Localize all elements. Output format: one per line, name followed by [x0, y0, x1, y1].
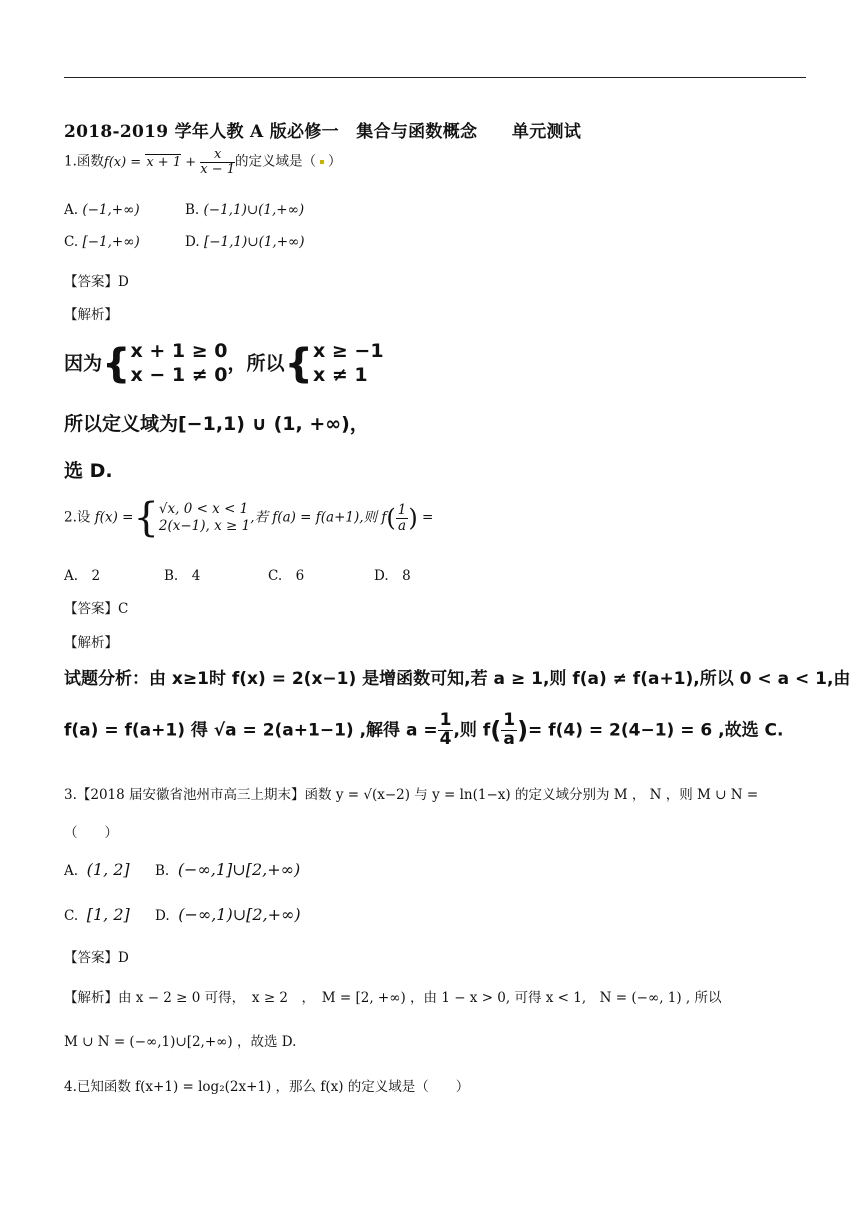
q2-option-b: B. 4 [164, 568, 201, 584]
q2-option-a: A. 2 [64, 568, 101, 584]
q1-option-b: B. (−1,1)∪(1,+∞) [185, 202, 305, 218]
q3-option-c: C. [1, 2] [64, 905, 130, 924]
q3-option-a: A. (1, 2] [64, 860, 130, 879]
q1-prefix: 1.函数 [64, 153, 104, 170]
q4-stem: 4.已知函数 f(x+1) = log₂(2x+1) ，那么 f(x) 的定义域是（ ） [64, 1079, 470, 1095]
q1-option-a: A. (−1,+∞) [64, 202, 140, 218]
q3-stem: 3.【2018 届安徽省池州市高三上期末】函数 y = √(x−2) 与 y = ln(1−x) 的定义域分别为 M ， N ，则 M ∪ N = [64, 787, 759, 803]
q2-solution-line2: f(a) = f(a+1) 得 √a = 2(a+1−1) ,解得 a = $\frac{1}{4}$ ,则 f( $\frac{1}{a}$ )= f(4) = 2(4−1) = 6 ,故选 C. [64, 710, 784, 749]
q1-option-c: C. [−1,+∞) [64, 234, 140, 250]
header-rule [64, 77, 806, 78]
q1-solution-line2: 所以定义域为[−1,1) ∪ (1, +∞)， [64, 413, 369, 435]
q2-condition: ,若 f(a) = f(a+1),则 f [250, 509, 387, 526]
q1-function: f(x) = x + 1 + $\frac{x}{x - 1}$ [103, 147, 236, 177]
q1-suffix: 的定义域是（ [235, 153, 317, 170]
q3-solution-line1: 【解析】由 x − 2 ≥ 0 可得， x ≥ 2 ， M = [2, +∞) ，由 1 − x > 0, 可得 x < 1, N = (−∞, 1) , 所以 [64, 990, 722, 1006]
q1-answer: 【答案】D [64, 274, 129, 290]
q2-option-c: C. 6 [268, 568, 305, 584]
q2-solution-line1: 试题分析：由 x≥1时 f(x) = 2(x−1) 是增函数可知,若 a ≥ 1,则 f(a) ≠ f(a+1),所以 0 < a < 1,由 [64, 669, 851, 689]
highlight-mark [320, 160, 324, 164]
q2-option-d: D. 8 [374, 568, 411, 584]
q1-solution-line3: 选 D. [64, 460, 113, 482]
q1-option-d: D. [−1,1)∪(1,+∞) [185, 234, 305, 250]
q1-close: ） [328, 153, 342, 170]
q2-case2: 2(x−1), x ≥ 1 [158, 518, 251, 534]
q3-option-d: D. (−∞,1)∪[2,+∞) [155, 905, 301, 924]
q1-stem [64, 148, 342, 176]
q3-option-b: B. (−∞,1]∪[2,+∞) [155, 860, 301, 879]
q2-answer: 【答案】C [64, 601, 129, 617]
q2-stem: 2.设 f(x) ={ √x, 0 < x < 1 2(x−1), x ≥ 1 ,若 f(a) = f(a+1),则 f( $\frac{1}{a}$ ) = [64, 495, 434, 541]
page-title: 2018-2019 学年人教 A 版必修一 集合与函数概念 单元测试 [64, 122, 582, 142]
q3-solution-line2: M ∪ N = (−∞,1)∪[2,+∞) ，故选 D. [64, 1034, 297, 1050]
q1-analysis-tag: 【解析】 [64, 307, 118, 323]
q2-analysis-tag: 【解析】 [64, 635, 118, 651]
q1-solution-line1: 因为{ x + 1 ≥ 0 x − 1 ≠ 0 ，所以{ x ≥ −1 x ≠ 1 [64, 340, 384, 387]
q2-case1: √x, 0 < x < 1 [158, 501, 249, 518]
q3-answer: 【答案】D [64, 950, 129, 966]
q3-stem-paren: （ ） [64, 825, 118, 841]
